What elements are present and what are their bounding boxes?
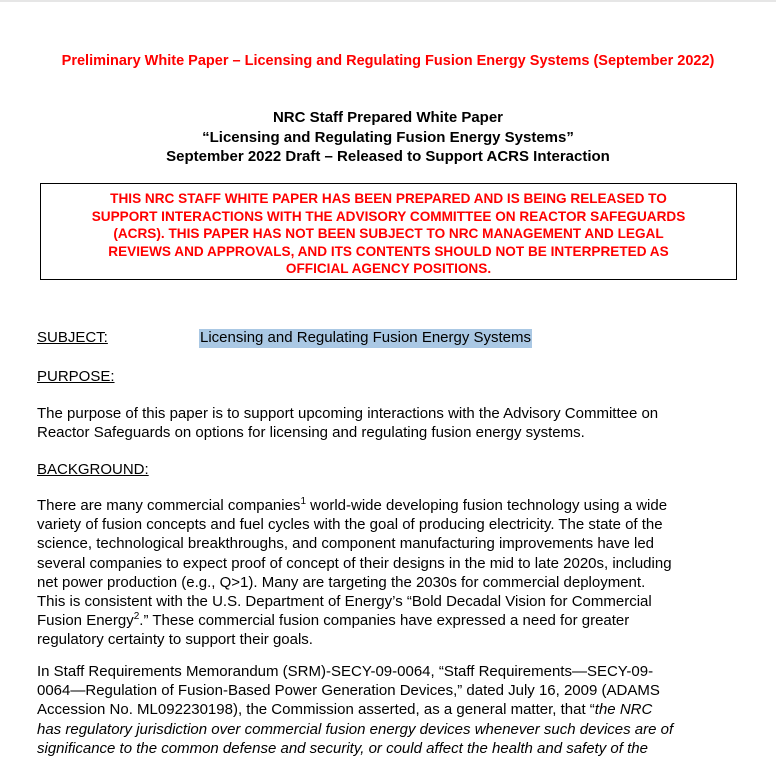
paragraph-line: regulatory certainty to support their goals. xyxy=(37,631,313,649)
page-top-border xyxy=(0,0,776,2)
paragraph-line xyxy=(37,700,757,719)
purpose-paragraph xyxy=(37,404,757,442)
paragraph-line: 0064—Regulation of Fusion-Based Power Generation Devices,” dated July 16, 2009 (ADAMS xyxy=(37,682,660,700)
italic-text-run: the NRC xyxy=(594,701,653,719)
text-run: Accession No. ML092230198), the Commission asserted, as a general matter, that “ xyxy=(37,701,595,719)
disclaimer-line: REVIEWS AND APPROVALS, AND ITS CONTENTS SHOULD NOT BE INTERPRETED AS xyxy=(108,243,669,259)
subject-value-selected-text[interactable]: Licensing and Regulating Fusion Energy Systems xyxy=(200,329,532,346)
subject-label: SUBJECT: xyxy=(37,329,108,346)
italic-text-run: significance to the common defense and security, or could affect the health and safety of the xyxy=(37,739,648,757)
disclaimer-box xyxy=(40,183,737,280)
disclaimer-line: (ACRS). THIS PAPER HAS NOT BEEN SUBJECT TO NRC MANAGEMENT AND LEGAL xyxy=(113,226,664,241)
disclaimer-line: SUPPORT INTERACTIONS WITH THE ADVISORY COMMITTEE ON REACTOR SAFEGUARDS xyxy=(91,208,686,224)
title-line-3: September 2022 Draft – Released to Support ACRS Interaction xyxy=(166,148,610,165)
paragraph-line xyxy=(37,611,757,630)
paragraph-line: several companies to expect proof of concept of their designs in the mid to late 2020s, including xyxy=(37,554,672,572)
background-paragraph-1 xyxy=(37,496,757,650)
paragraph-line: variety of fusion concepts and fuel cycles with the goal of producing electricity. The state of the xyxy=(37,516,663,534)
title-line-2: “Licensing and Regulating Fusion Energy Systems” xyxy=(202,128,574,146)
paragraph-line xyxy=(37,496,757,515)
paragraph-line: This is consistent with the U.S. Department of Energy’s “Bold Decadal Vision for Commercial xyxy=(37,593,652,611)
text-run: world-wide developing fusion technology using a wide xyxy=(306,497,668,514)
paragraph-line: In Staff Requirements Memorandum (SRM)-SECY-09-0064, “Staff Requirements—SECY-09- xyxy=(37,663,654,680)
running-header: Preliminary White Paper – Licensing and Regulating Fusion Energy Systems (September 2022) xyxy=(61,53,715,69)
paragraph-line: science, technological breakthroughs, and component manufacturing improvements have led xyxy=(37,535,655,553)
paragraph-line: Reactor Safeguards on options for licensing and regulating fusion energy systems. xyxy=(37,424,585,442)
text-run: There are many commercial companies xyxy=(37,497,301,514)
background-label: BACKGROUND: xyxy=(37,461,149,478)
footnote-ref-1[interactable]: 1 xyxy=(300,496,306,507)
footnote-ref-2[interactable]: 2 xyxy=(133,611,140,623)
paragraph-line: The purpose of this paper is to support upcoming interactions with the Advisory Committee on xyxy=(37,405,659,422)
text-run: Fusion Energy xyxy=(37,612,134,630)
disclaimer-line: THIS NRC STAFF WHITE PAPER HAS BEEN PREPARED AND IS BEING RELEASED TO xyxy=(110,191,667,206)
purpose-label: PURPOSE: xyxy=(37,368,115,385)
text-run: .” These commercial fusion companies have expressed a need for greater xyxy=(139,612,630,630)
italic-text-run: has regulatory jurisdiction over commercial fusion energy devices whenever such devices are of xyxy=(37,720,674,738)
title-block xyxy=(0,108,776,167)
paragraph-line xyxy=(37,720,757,739)
disclaimer-line: OFFICIAL AGENCY POSITIONS. xyxy=(285,261,492,276)
paragraph-line: net power production (e.g., Q>1). Many are targeting the 2030s for commercial deployment. xyxy=(37,573,646,591)
background-paragraph-2 xyxy=(37,662,757,757)
title-line-1: NRC Staff Prepared White Paper xyxy=(272,109,504,126)
paragraph-line xyxy=(37,739,757,757)
